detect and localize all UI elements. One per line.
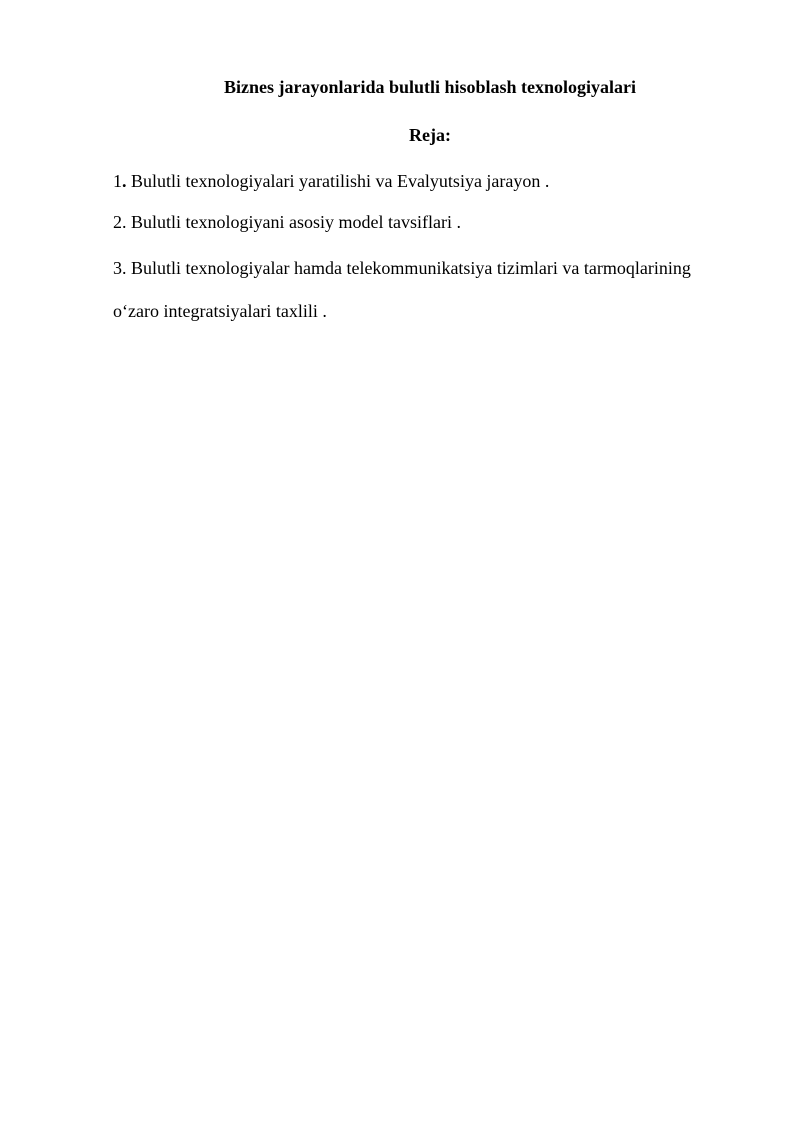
plan-item-1-number: 1 <box>113 171 122 191</box>
plan-item-3-number: 3. <box>113 258 127 278</box>
plan-item-3-text-line-2: o‘zaro integratsiyalari taxlili . <box>113 301 327 321</box>
document-title: Biznes jarayonlarida bulutli hisoblash texnologiyalari <box>223 77 637 97</box>
plan-item-2 <box>113 210 461 234</box>
plan-item-2-text: Bulutli texnologiyani asosiy model tavsiflari . <box>126 212 461 232</box>
plan-item-3-text-line-1: Bulutli texnologiyalar hamda telekommunikatsiya tizimlari va tarmoqlarining <box>126 258 691 278</box>
plan-item-3-continuation <box>113 299 327 323</box>
plan-item-2-number: 2. <box>113 212 127 232</box>
plan-item-1 <box>113 169 549 193</box>
plan-item-3 <box>113 256 691 280</box>
plan-item-1-number-dot: . <box>122 171 127 191</box>
plan-item-1-text: Bulutli texnologiyalari yaratilishi va Evalyutsiya jarayon . <box>126 171 550 191</box>
plan-heading: Reja: <box>409 125 451 145</box>
